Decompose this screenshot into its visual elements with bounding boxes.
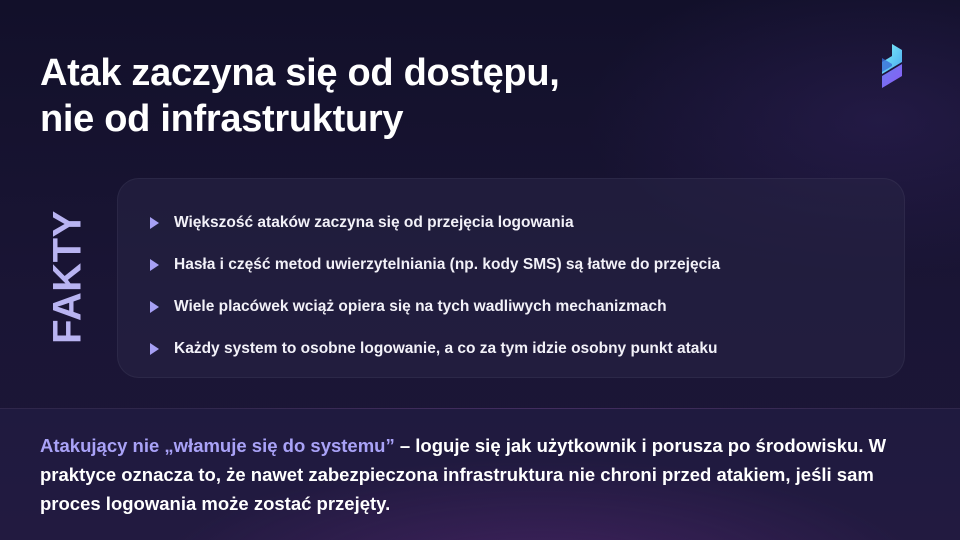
list-item <box>150 244 890 286</box>
slide-title-line-1: Atak zaczyna się od dostępu, <box>40 52 560 94</box>
summary-text <box>40 431 920 518</box>
summary-panel <box>0 408 960 540</box>
brand-s-logo-icon <box>878 44 908 94</box>
facts-list <box>150 202 890 370</box>
summary-rest: – loguje się jak użytkownik i porusza po środowisku. W praktyce oznacza to, że nawet zabezpieczona infrastruktura nie chroni przed atakiem, jeśli sam proces logowania może zostać przejęty. <box>40 435 887 514</box>
list-item <box>150 328 890 370</box>
slide-title-line-2: nie od infrastruktury <box>40 98 404 140</box>
fact-text: Większość ataków zaczyna się od przejęcia logowania <box>174 214 574 231</box>
list-item <box>150 202 890 244</box>
facts-side-label <box>46 212 90 342</box>
fact-text: Wiele placówek wciąż opiera się na tych wadliwych mechanizmach <box>174 298 667 315</box>
facts-side-label-text: FAKTY <box>45 210 90 344</box>
triangle-right-icon <box>150 343 159 355</box>
list-item <box>150 286 890 328</box>
triangle-right-icon <box>150 259 159 271</box>
slide-title <box>40 50 800 142</box>
fact-text: Hasła i część metod uwierzytelniania (np. kody SMS) są łatwe do przejęcia <box>174 256 721 273</box>
triangle-right-icon <box>150 301 159 313</box>
summary-highlight: Atakujący nie „włamuje się do systemu” <box>40 435 395 456</box>
triangle-right-icon <box>150 217 159 229</box>
fact-text: Każdy system to osobne logowanie, a co za tym idzie osobny punkt ataku <box>174 340 718 357</box>
